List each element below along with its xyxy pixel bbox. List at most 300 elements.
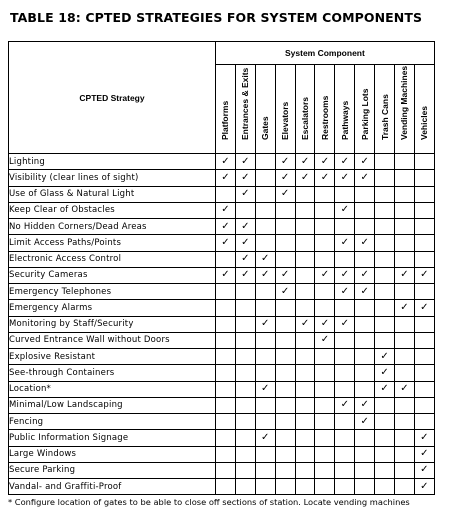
empty-cell xyxy=(255,462,275,478)
empty-cell xyxy=(275,202,295,218)
empty-cell xyxy=(335,365,355,381)
empty-cell xyxy=(355,332,375,348)
table-body xyxy=(9,154,435,495)
empty-cell xyxy=(235,381,255,397)
empty-cell xyxy=(295,349,315,365)
system-component-header: System Component xyxy=(216,42,435,65)
empty-cell xyxy=(216,479,236,495)
component-header xyxy=(414,65,434,154)
empty-cell xyxy=(414,414,434,430)
component-label: Escalators xyxy=(300,97,310,140)
empty-cell xyxy=(335,219,355,235)
empty-cell xyxy=(216,430,236,446)
strategy-label: Limit Access Paths/Points xyxy=(9,235,216,251)
empty-cell xyxy=(414,251,434,267)
checkmark-icon: ✓ xyxy=(275,154,295,170)
empty-cell xyxy=(335,332,355,348)
checkmark-icon: ✓ xyxy=(216,154,236,170)
empty-cell xyxy=(255,284,275,300)
empty-cell xyxy=(395,170,415,186)
checkmark-icon: ✓ xyxy=(295,154,315,170)
checkmark-icon: ✓ xyxy=(235,170,255,186)
strategy-label: Security Cameras xyxy=(9,267,216,283)
empty-cell xyxy=(375,170,395,186)
table-row xyxy=(9,479,435,495)
table-row xyxy=(9,332,435,348)
empty-cell xyxy=(275,381,295,397)
checkmark-icon: ✓ xyxy=(216,235,236,251)
strategy-label: Emergency Telephones xyxy=(9,284,216,300)
checkmark-icon: ✓ xyxy=(216,170,236,186)
empty-cell xyxy=(335,446,355,462)
strategy-label: Use of Glass & Natural Light xyxy=(9,186,216,202)
empty-cell xyxy=(395,365,415,381)
empty-cell xyxy=(335,381,355,397)
empty-cell xyxy=(295,430,315,446)
empty-cell xyxy=(355,430,375,446)
table-row xyxy=(9,365,435,381)
checkmark-icon: ✓ xyxy=(216,267,236,283)
empty-cell xyxy=(235,414,255,430)
empty-cell xyxy=(235,446,255,462)
strategy-label: Curved Entrance Wall without Doors xyxy=(9,332,216,348)
empty-cell xyxy=(395,479,415,495)
empty-cell xyxy=(235,397,255,413)
empty-cell xyxy=(335,430,355,446)
component-header xyxy=(375,65,395,154)
empty-cell xyxy=(335,186,355,202)
empty-cell xyxy=(375,251,395,267)
empty-cell xyxy=(255,397,275,413)
table-row xyxy=(9,316,435,332)
checkmark-icon: ✓ xyxy=(414,267,434,283)
checkmark-icon: ✓ xyxy=(235,186,255,202)
table-row xyxy=(9,284,435,300)
empty-cell xyxy=(414,349,434,365)
checkmark-icon: ✓ xyxy=(375,365,395,381)
checkmark-icon: ✓ xyxy=(335,154,355,170)
empty-cell xyxy=(315,235,335,251)
empty-cell xyxy=(255,300,275,316)
table-title: TABLE 18: CPTED STRATEGIES FOR SYSTEM COMPONENTS xyxy=(10,10,423,25)
checkmark-icon: ✓ xyxy=(414,462,434,478)
empty-cell xyxy=(414,154,434,170)
empty-cell xyxy=(375,316,395,332)
empty-cell xyxy=(355,219,375,235)
empty-cell xyxy=(255,479,275,495)
empty-cell xyxy=(216,186,236,202)
component-label: Vehicles xyxy=(419,105,430,140)
empty-cell xyxy=(216,251,236,267)
empty-cell xyxy=(414,235,434,251)
empty-cell xyxy=(295,186,315,202)
empty-cell xyxy=(395,397,415,413)
empty-cell xyxy=(255,332,275,348)
checkmark-icon: ✓ xyxy=(355,235,375,251)
checkmark-icon: ✓ xyxy=(355,154,375,170)
strategy-label: Explosive Resistant xyxy=(9,349,216,365)
empty-cell xyxy=(414,397,434,413)
empty-cell xyxy=(315,414,335,430)
empty-cell xyxy=(235,462,255,478)
empty-cell xyxy=(375,446,395,462)
component-header xyxy=(315,65,335,154)
empty-cell xyxy=(295,462,315,478)
empty-cell xyxy=(235,479,255,495)
table-row xyxy=(9,235,435,251)
empty-cell xyxy=(216,414,236,430)
empty-cell xyxy=(375,430,395,446)
empty-cell xyxy=(216,316,236,332)
strategy-label: Visibility (clear lines of sight) xyxy=(9,170,216,186)
empty-cell xyxy=(216,349,236,365)
checkmark-icon: ✓ xyxy=(375,381,395,397)
checkmark-icon: ✓ xyxy=(216,202,236,218)
checkmark-icon: ✓ xyxy=(335,316,355,332)
empty-cell xyxy=(235,349,255,365)
empty-cell xyxy=(375,219,395,235)
empty-cell xyxy=(355,349,375,365)
strategy-label: See-through Containers xyxy=(9,365,216,381)
empty-cell xyxy=(255,414,275,430)
empty-cell xyxy=(355,365,375,381)
component-header xyxy=(355,65,375,154)
checkmark-icon: ✓ xyxy=(414,300,434,316)
checkmark-icon: ✓ xyxy=(255,381,275,397)
strategy-label: Fencing xyxy=(9,414,216,430)
checkmark-icon: ✓ xyxy=(235,154,255,170)
empty-cell xyxy=(375,202,395,218)
empty-cell xyxy=(216,462,236,478)
empty-cell xyxy=(375,154,395,170)
empty-cell xyxy=(255,349,275,365)
component-header xyxy=(395,65,415,154)
empty-cell xyxy=(275,251,295,267)
checkmark-icon: ✓ xyxy=(355,414,375,430)
empty-cell xyxy=(315,397,335,413)
strategy-label: Monitoring by Staff/Security xyxy=(9,316,216,332)
empty-cell xyxy=(355,202,375,218)
empty-cell xyxy=(395,219,415,235)
empty-cell xyxy=(295,479,315,495)
checkmark-icon: ✓ xyxy=(315,332,335,348)
empty-cell xyxy=(395,235,415,251)
checkmark-icon: ✓ xyxy=(395,267,415,283)
empty-cell xyxy=(375,267,395,283)
empty-cell xyxy=(295,284,315,300)
header-row-group xyxy=(9,42,435,65)
empty-cell xyxy=(295,300,315,316)
component-label: Vending Machines xyxy=(399,65,410,140)
checkmark-icon: ✓ xyxy=(355,397,375,413)
checkmark-icon: ✓ xyxy=(414,479,434,495)
checkmark-icon: ✓ xyxy=(395,300,415,316)
empty-cell xyxy=(355,381,375,397)
empty-cell xyxy=(414,170,434,186)
checkmark-icon: ✓ xyxy=(295,170,315,186)
strategy-column-header: CPTED Strategy xyxy=(9,42,216,154)
checkmark-icon: ✓ xyxy=(235,251,255,267)
checkmark-icon: ✓ xyxy=(255,251,275,267)
empty-cell xyxy=(335,251,355,267)
empty-cell xyxy=(255,186,275,202)
component-header xyxy=(255,65,275,154)
checkmark-icon: ✓ xyxy=(315,154,335,170)
empty-cell xyxy=(315,365,335,381)
empty-cell xyxy=(355,186,375,202)
empty-cell xyxy=(255,154,275,170)
empty-cell xyxy=(414,381,434,397)
empty-cell xyxy=(375,479,395,495)
empty-cell xyxy=(295,219,315,235)
empty-cell xyxy=(295,414,315,430)
table-row xyxy=(9,349,435,365)
empty-cell xyxy=(235,332,255,348)
empty-cell xyxy=(295,381,315,397)
empty-cell xyxy=(375,414,395,430)
empty-cell xyxy=(315,381,335,397)
checkmark-icon: ✓ xyxy=(235,267,255,283)
empty-cell xyxy=(315,430,335,446)
empty-cell xyxy=(275,316,295,332)
empty-cell xyxy=(395,316,415,332)
checkmark-icon: ✓ xyxy=(335,170,355,186)
component-label: Entrances & Exits xyxy=(240,67,251,140)
checkmark-icon: ✓ xyxy=(275,284,295,300)
table-row xyxy=(9,219,435,235)
checkmark-icon: ✓ xyxy=(275,186,295,202)
empty-cell xyxy=(395,430,415,446)
empty-cell xyxy=(375,235,395,251)
checkmark-icon: ✓ xyxy=(275,170,295,186)
empty-cell xyxy=(395,202,415,218)
empty-cell xyxy=(295,267,315,283)
empty-cell xyxy=(395,414,415,430)
empty-cell xyxy=(315,300,335,316)
empty-cell xyxy=(275,462,295,478)
empty-cell xyxy=(275,446,295,462)
empty-cell xyxy=(395,462,415,478)
checkmark-icon: ✓ xyxy=(335,267,355,283)
empty-cell xyxy=(395,332,415,348)
empty-cell xyxy=(235,300,255,316)
empty-cell xyxy=(216,397,236,413)
empty-cell xyxy=(375,332,395,348)
table-row xyxy=(9,462,435,478)
checkmark-icon: ✓ xyxy=(335,202,355,218)
empty-cell xyxy=(315,251,335,267)
empty-cell xyxy=(414,202,434,218)
table-row xyxy=(9,381,435,397)
empty-cell xyxy=(275,219,295,235)
checkmark-icon: ✓ xyxy=(414,446,434,462)
checkmark-icon: ✓ xyxy=(355,284,375,300)
empty-cell xyxy=(295,365,315,381)
empty-cell xyxy=(355,251,375,267)
empty-cell xyxy=(414,219,434,235)
empty-cell xyxy=(335,479,355,495)
checkmark-icon: ✓ xyxy=(395,381,415,397)
empty-cell xyxy=(295,251,315,267)
empty-cell xyxy=(375,397,395,413)
empty-cell xyxy=(315,349,335,365)
empty-cell xyxy=(355,446,375,462)
empty-cell xyxy=(235,430,255,446)
empty-cell xyxy=(275,430,295,446)
checkmark-icon: ✓ xyxy=(375,349,395,365)
empty-cell xyxy=(216,300,236,316)
empty-cell xyxy=(315,186,335,202)
checkmark-icon: ✓ xyxy=(255,430,275,446)
empty-cell xyxy=(315,462,335,478)
checkmark-icon: ✓ xyxy=(335,284,355,300)
empty-cell xyxy=(275,349,295,365)
strategy-label: Emergency Alarms xyxy=(9,300,216,316)
table-row xyxy=(9,300,435,316)
table-row xyxy=(9,202,435,218)
empty-cell xyxy=(255,202,275,218)
empty-cell xyxy=(395,349,415,365)
empty-cell xyxy=(216,284,236,300)
empty-cell xyxy=(235,365,255,381)
empty-cell xyxy=(255,219,275,235)
empty-cell xyxy=(395,154,415,170)
empty-cell xyxy=(395,446,415,462)
strategy-label: Secure Parking xyxy=(9,462,216,478)
empty-cell xyxy=(275,479,295,495)
empty-cell xyxy=(414,186,434,202)
checkmark-icon: ✓ xyxy=(255,316,275,332)
strategy-label: Keep Clear of Obstacles xyxy=(9,202,216,218)
empty-cell xyxy=(414,284,434,300)
empty-cell xyxy=(315,446,335,462)
table-row xyxy=(9,251,435,267)
empty-cell xyxy=(295,235,315,251)
empty-cell xyxy=(295,332,315,348)
empty-cell xyxy=(414,332,434,348)
empty-cell xyxy=(216,381,236,397)
empty-cell xyxy=(414,316,434,332)
table-row xyxy=(9,430,435,446)
strategy-label: Minimal/Low Landscaping xyxy=(9,397,216,413)
checkmark-icon: ✓ xyxy=(235,219,255,235)
empty-cell xyxy=(255,170,275,186)
empty-cell xyxy=(255,365,275,381)
component-label: Parking Lots xyxy=(359,88,370,140)
checkmark-icon: ✓ xyxy=(235,235,255,251)
component-header xyxy=(295,65,315,154)
empty-cell xyxy=(235,316,255,332)
empty-cell xyxy=(335,414,355,430)
component-label: Elevators xyxy=(280,101,291,140)
empty-cell xyxy=(395,251,415,267)
table-row xyxy=(9,414,435,430)
strategy-label: No Hidden Corners/Dead Areas xyxy=(9,219,216,235)
strategy-label: Electronic Access Control xyxy=(9,251,216,267)
empty-cell xyxy=(395,284,415,300)
table-row xyxy=(9,446,435,462)
footnote: * Configure location of gates to be able to close off sections of station. Locate vending machines xyxy=(8,497,410,507)
component-label: Gates xyxy=(260,116,271,140)
component-label: Restrooms xyxy=(319,95,330,140)
empty-cell xyxy=(275,397,295,413)
strategy-label: Vandal- and Graffiti-Proof xyxy=(9,479,216,495)
empty-cell xyxy=(275,365,295,381)
empty-cell xyxy=(255,235,275,251)
checkmark-icon: ✓ xyxy=(355,267,375,283)
empty-cell xyxy=(275,414,295,430)
empty-cell xyxy=(275,332,295,348)
component-label: Trash Cans xyxy=(379,94,390,140)
cpted-strategy-table xyxy=(8,41,435,495)
empty-cell xyxy=(375,186,395,202)
empty-cell xyxy=(295,202,315,218)
component-label: Platforms xyxy=(220,100,231,140)
table-row xyxy=(9,397,435,413)
empty-cell xyxy=(375,284,395,300)
checkmark-icon: ✓ xyxy=(335,235,355,251)
empty-cell xyxy=(275,235,295,251)
component-header xyxy=(275,65,295,154)
empty-cell xyxy=(395,186,415,202)
checkmark-icon: ✓ xyxy=(355,170,375,186)
strategy-label: Public Information Signage xyxy=(9,430,216,446)
checkmark-icon: ✓ xyxy=(275,267,295,283)
empty-cell xyxy=(216,446,236,462)
table-row xyxy=(9,170,435,186)
table-row xyxy=(9,186,435,202)
empty-cell xyxy=(335,300,355,316)
empty-cell xyxy=(235,202,255,218)
empty-cell xyxy=(375,300,395,316)
component-header xyxy=(216,65,236,154)
checkmark-icon: ✓ xyxy=(315,316,335,332)
strategy-label: Location* xyxy=(9,381,216,397)
empty-cell xyxy=(355,300,375,316)
strategy-label: Lighting xyxy=(9,154,216,170)
empty-cell xyxy=(295,446,315,462)
checkmark-icon: ✓ xyxy=(315,267,335,283)
checkmark-icon: ✓ xyxy=(216,219,236,235)
checkmark-icon: ✓ xyxy=(295,316,315,332)
table-row xyxy=(9,154,435,170)
empty-cell xyxy=(355,462,375,478)
empty-cell xyxy=(235,284,255,300)
checkmark-icon: ✓ xyxy=(335,397,355,413)
component-header xyxy=(235,65,255,154)
empty-cell xyxy=(335,462,355,478)
checkmark-icon: ✓ xyxy=(414,430,434,446)
empty-cell xyxy=(414,365,434,381)
empty-cell xyxy=(315,284,335,300)
empty-cell xyxy=(315,219,335,235)
checkmark-icon: ✓ xyxy=(255,267,275,283)
empty-cell xyxy=(315,479,335,495)
component-label: Pathways xyxy=(339,100,350,140)
empty-cell xyxy=(275,300,295,316)
empty-cell xyxy=(255,446,275,462)
empty-cell xyxy=(216,332,236,348)
empty-cell xyxy=(295,397,315,413)
empty-cell xyxy=(355,479,375,495)
empty-cell xyxy=(216,365,236,381)
component-header xyxy=(335,65,355,154)
checkmark-icon: ✓ xyxy=(315,170,335,186)
strategy-label: Large Windows xyxy=(9,446,216,462)
empty-cell xyxy=(355,316,375,332)
table-row xyxy=(9,267,435,283)
empty-cell xyxy=(375,462,395,478)
